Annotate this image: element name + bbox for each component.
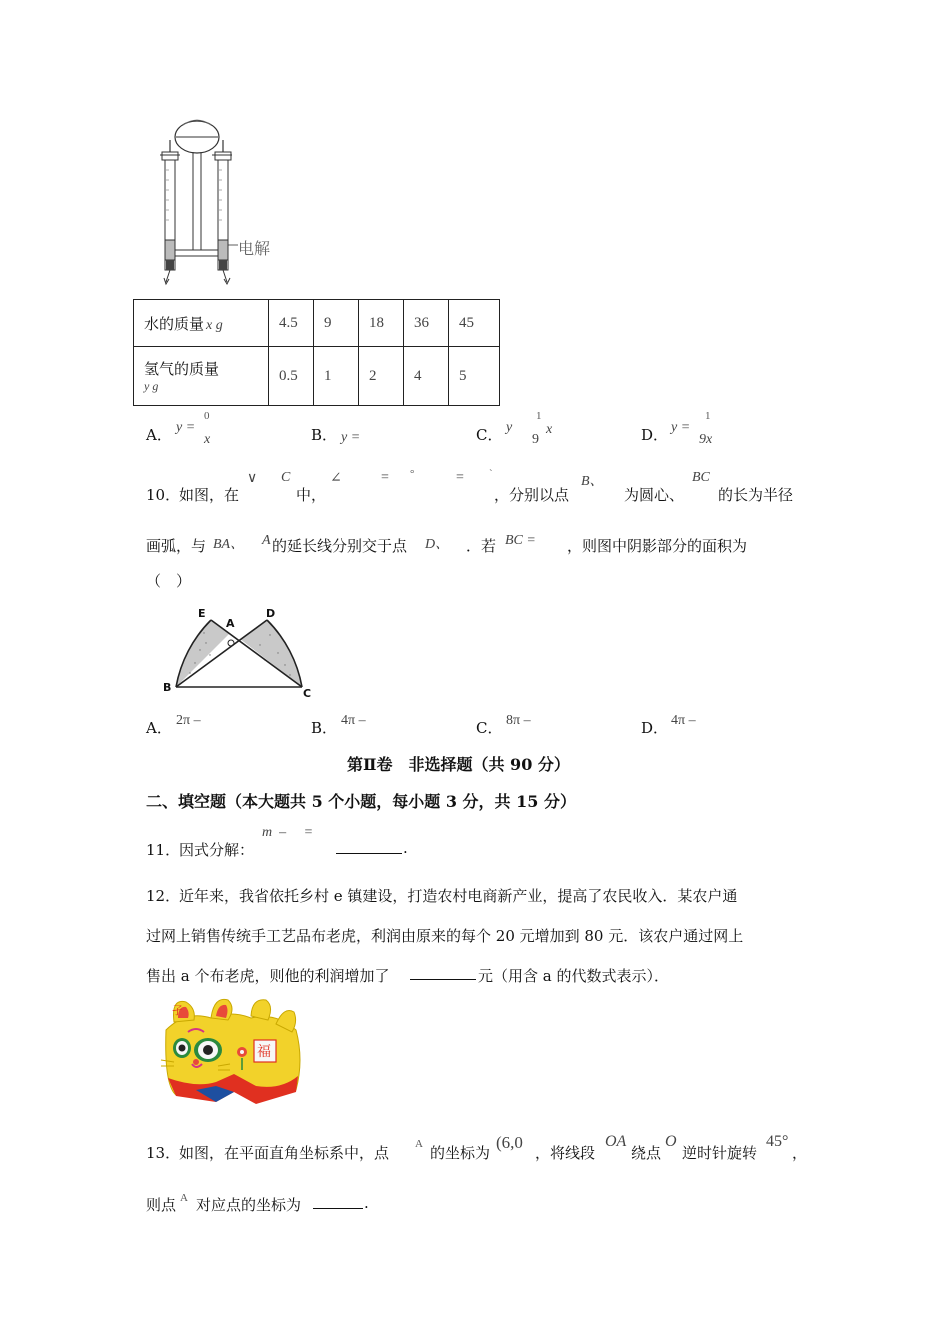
table-cell: 36: [404, 300, 449, 347]
q10-option-d[interactable]: D． 4π –: [641, 713, 696, 737]
answer-blank[interactable]: [410, 965, 476, 980]
water-hydrogen-table: [133, 299, 500, 406]
table-cell: 1: [314, 347, 359, 406]
apparatus-label: 电解: [238, 239, 271, 258]
table-cell: 0.5: [269, 347, 314, 406]
table-row: [134, 347, 500, 406]
tiger-mark-character: 孑: [172, 1004, 183, 1017]
table-header-cell: 氢气的质量 y g: [134, 347, 269, 406]
arc-figure-q10: [160, 605, 310, 700]
cloth-tiger-image: [156, 990, 306, 1115]
point-label-a: A: [226, 617, 235, 630]
answer-blank[interactable]: [313, 1194, 363, 1209]
q10-number: 10．: [146, 486, 181, 504]
table-cell: 4: [404, 347, 449, 406]
q9-option-a[interactable]: A． y = 0 x: [146, 410, 211, 447]
table-cell: 45: [449, 300, 500, 347]
answer-blank[interactable]: [336, 839, 402, 854]
table-cell: 4.5: [269, 300, 314, 347]
q9-option-d[interactable]: D． y = 1 9x: [641, 410, 713, 447]
electrolysis-apparatus-figure: [150, 110, 290, 290]
point-label-b: B: [163, 681, 172, 694]
point-label-c: C: [303, 687, 312, 700]
point-label-e: E: [198, 607, 206, 620]
point-label-d: D: [266, 607, 276, 620]
q9-option-b[interactable]: B． y =: [311, 426, 361, 445]
table-cell: 2: [359, 347, 404, 406]
q9-option-c[interactable]: C． y 1 9 x: [476, 410, 553, 447]
table-row: [134, 300, 500, 347]
q10-option-c[interactable]: C． 8π –: [476, 713, 531, 737]
part-title: 二、填空题（本大题共 5 个小题，每小题 3 分，共 15 分）: [146, 792, 576, 811]
table-cell: 18: [359, 300, 404, 347]
answer-parentheses: （ ）: [146, 572, 192, 590]
section-title: 第Ⅱ卷 非选择题（共 90 分）: [347, 755, 570, 774]
table-cell: 5: [449, 347, 500, 406]
table-cell: 9: [314, 300, 359, 347]
q10-option-a[interactable]: A． 2π –: [146, 713, 201, 737]
table-header-cell: 水的质量 x g: [134, 300, 269, 347]
q10-option-b[interactable]: B． 4π –: [311, 713, 366, 737]
tiger-fu-character: 福: [257, 1044, 271, 1060]
